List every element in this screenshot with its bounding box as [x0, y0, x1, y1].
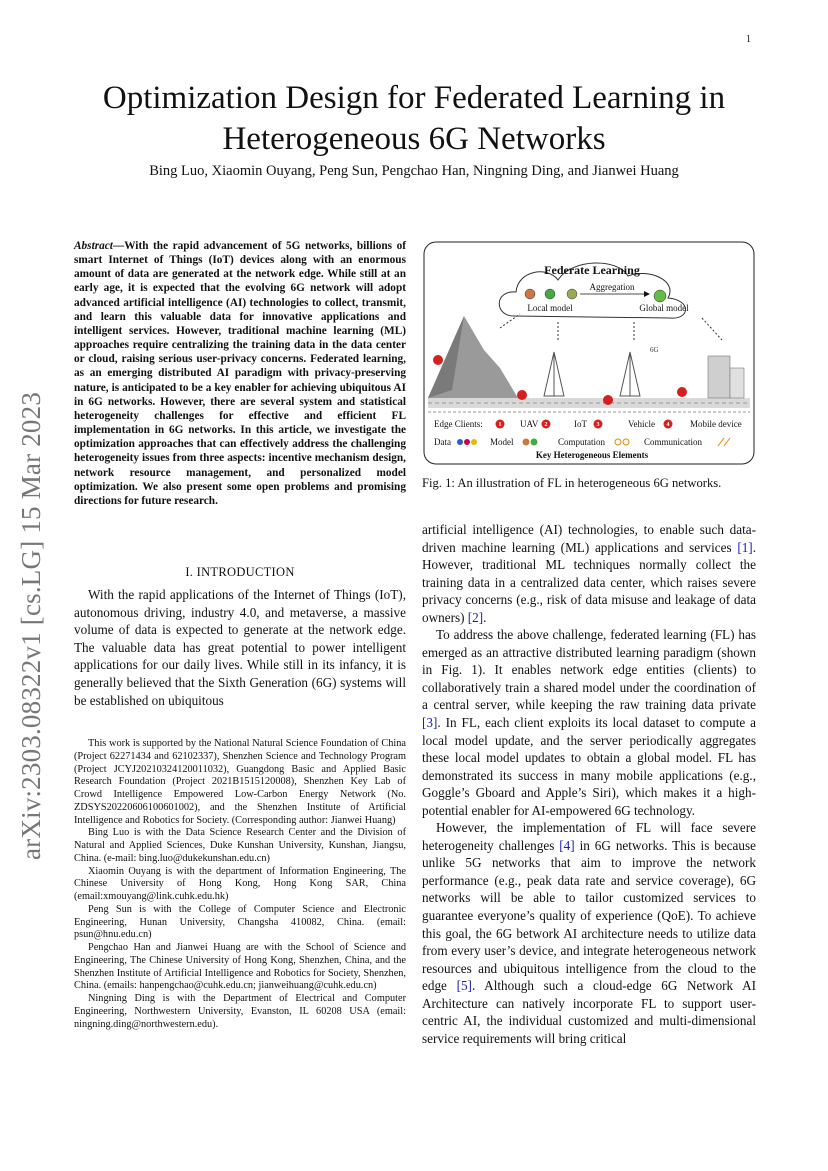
intro-body: [74, 586, 406, 709]
footnote-affiliation: Bing Luo is with the Data Science Research Center and the Division of Natural and Applied Sciences, Duke Kunshan University, Kunshan, Jiangsu, China. (e-mail: bing.luo@dukekunshan.edu.cn): [74, 827, 406, 864]
abstract: [74, 239, 406, 508]
paragraph: However, the implementation of FL will face severe heterogeneity challenges [4] in 6G networks. This is because unlike 5G networks that aim to improve the network performance (e.g., peak data rate and service coverage), 6G networks will be able to tailor customized services to guarantee everyone’s quality of experience (QoE). To achieve this goal, the 6G betwork AI architecture needs to utilize data from every user’s device, and integrate heterogeneous network resources and ubiquitous intelligence from the cloud to the edge [5]. Although such a cloud-edge 6G Network AI Architecture can natively incorporate FL to support user-centric AI, the individual customized and multi-dimensional service requirements will bring critical: [422, 820, 756, 1046]
badge-number-1: 1: [498, 422, 502, 428]
global-model-label: Global model: [639, 303, 689, 313]
abstract-label: Abstract: [74, 240, 113, 252]
right-column-body: [422, 521, 756, 1047]
legend-communication: Communication: [644, 437, 702, 447]
arxiv-stamp: arXiv:2303.08322v1 [cs.LG] 15 Mar 2023: [16, 391, 46, 860]
footnote-affiliation: Ningning Ding is with the Department of Electrical and Computer Engineering, Northwestern University, Evanston, IL 60208 USA (email: ningning.ding@northwestern.edu).: [74, 993, 406, 1030]
page-number: 1: [746, 34, 751, 45]
section-heading: I. INTRODUCTION: [185, 565, 295, 579]
citation-link[interactable]: [5]: [456, 978, 472, 994]
legend-data: Data: [434, 437, 451, 447]
cloud-title: Federate Learning: [544, 263, 640, 277]
client-iot-label: IoT: [574, 419, 587, 429]
badge-number-2: 2: [544, 422, 548, 428]
client-uav-label: UAV: [520, 419, 539, 429]
citation-link[interactable]: [1]: [737, 539, 753, 555]
footnote-affiliation: Pengchao Han and Jianwei Huang are with the School of Science and Engineering, The Chinese University of Hong Kong, Shenzhen, China, and the Shenzhen Institute of Artificial Intelligence and Robotics for Society, Shenzhen, China. (emails: hanpengchao@cuhk.edu.cn; jianweihuang@cuhk.edu.cn): [74, 942, 406, 992]
intro-paragraph: With the rapid applications of the Internet of Things (IoT), autonomous driving, industry 4.0, and metaverse, a massive volume of data is expected to generate at the network edge. The valuable data has great potential to power intelligent applications for our daily lives. While still in its infancy, it is generally believed that the Sixth Generation (6G) systems will be established on ubiquitous: [74, 587, 406, 708]
citation-link[interactable]: [3]: [422, 715, 438, 731]
figure-fl-illustration: [422, 240, 756, 468]
badge-number-4: 4: [666, 422, 670, 428]
badge-mobile: [677, 387, 687, 397]
aggregation-label: Aggregation: [589, 282, 635, 292]
client-vehicle-label: Vehicle: [628, 419, 655, 429]
legend-model: Model: [490, 437, 514, 447]
paper-title: Optimization Design for Federated Learning in Heterogeneous 6G Networks: [102, 80, 726, 157]
legend-computation: Computation: [558, 437, 605, 447]
footnote-affiliation: Peng Sun is with the College of Computer Science and Electronic Engineering, Hunan University, Changsha 410082, China. (email: psun@hnu.edu.cn): [74, 903, 406, 941]
badge-uav: [433, 355, 443, 365]
tower-6g-label: 6G: [650, 346, 659, 354]
figure-caption: Fig. 1: An illustration of FL in heterogeneous 6G networks.: [422, 476, 722, 490]
local-model-label: Local model: [527, 303, 573, 313]
badge-iot: [517, 390, 527, 400]
badge-number-3: 3: [596, 422, 600, 428]
paragraph: To address the above challenge, federated learning (FL) has emerged as an attractive distributed learning paradigm (shown in Fig. 1). It enables network edge entities (clients) to collaboratively train a shared model under the coordination of a central server, while keeping the raw training data private [3]. In FL, each client exploits its local dataset to compute a local model update, and the server periodically aggregates these local model updates to obtain a global model. FL has demonstrated its success in many mobile applications (e.g., Goggle’s Gboard and Apple’s Siri), which makes it a high-potential enabler for AI-empowered 6G technology.: [422, 627, 756, 818]
legend-title: Key Heterogeneous Elements: [535, 450, 649, 460]
paragraph: artificial intelligence (AI) technologies, to enable such data-driven machine learning (ML) applications and services [1]. However, traditional ML techniques normally collect the training data in a centralized data center, which raises severe privacy concerns (e.g., risk of data misuse and leakage of data owners) [2].: [422, 522, 756, 625]
author-list: Bing Luo, Xiaomin Ouyang, Peng Sun, Pengchao Han, Ningning Ding, and Jianwei Huang: [149, 163, 679, 179]
citation-link[interactable]: [2]: [467, 609, 484, 625]
abstract-text: —With the rapid advancement of 5G networks, billions of smart Internet of Things (IoT) devices along with an enormous amount of data are generated at the network edge. While still at an early age, it is expected that the evolving 6G network will adopt advanced artificial intelligence (AI) technologies to collect, transmit, and learn this valuable data for innovative applications and intelligent services. However, traditional machine learning (ML) approaches require centralizing the training data in the data center or cloud, raising serious user-privacy concerns. Federated learning, as an emerging distributed AI paradigm with privacy-preserving nature, is anticipated to be a key enabler for achieving ubiquitous AI in 6G networks. However, there are several system and statistical heterogeneity challenges for effective and efficient FL implementation in 6G networks. In this article, we investigate the optimization approaches that can effectively address the challenging heterogeneity issues from three aspects: incentive mechanism design, network resource management, and personalized model optimization. We also present some open problems and promising directions for future research.: [74, 240, 406, 507]
footnote-funding: This work is supported by the National Natural Science Foundation of China (Project 62271434 and 62102337), Shenzhen Science and Technology Program (Project JCYJ20210324120011032), Guangdong Basic and Applied Basic Research Foundation (Project 2021B1515120008), Shenzhen Key Lab of Crowd Intelligence Empowered Low-Carbon Energy Network (No. ZDSYS20220606100601002), and the Shenzhen Institute of Artificial Intelligence and Robotics for Society. (Corresponding author: Jianwei Huang): [74, 738, 406, 826]
building: [708, 356, 730, 398]
footnotes: [74, 738, 406, 1031]
citation-link[interactable]: [4]: [559, 837, 575, 853]
edge-clients-label: Edge Clients:: [434, 419, 483, 429]
footnote-affiliation: Xiaomin Ouyang is with the department of Information Engineering, The Chinese University of Hong Kong, Hong Kong SAR, China (email:xmouyang@link.cuhk.edu.hk): [74, 865, 406, 902]
client-mobile-label: Mobile device: [690, 419, 742, 429]
badge-vehicle: [603, 395, 613, 405]
